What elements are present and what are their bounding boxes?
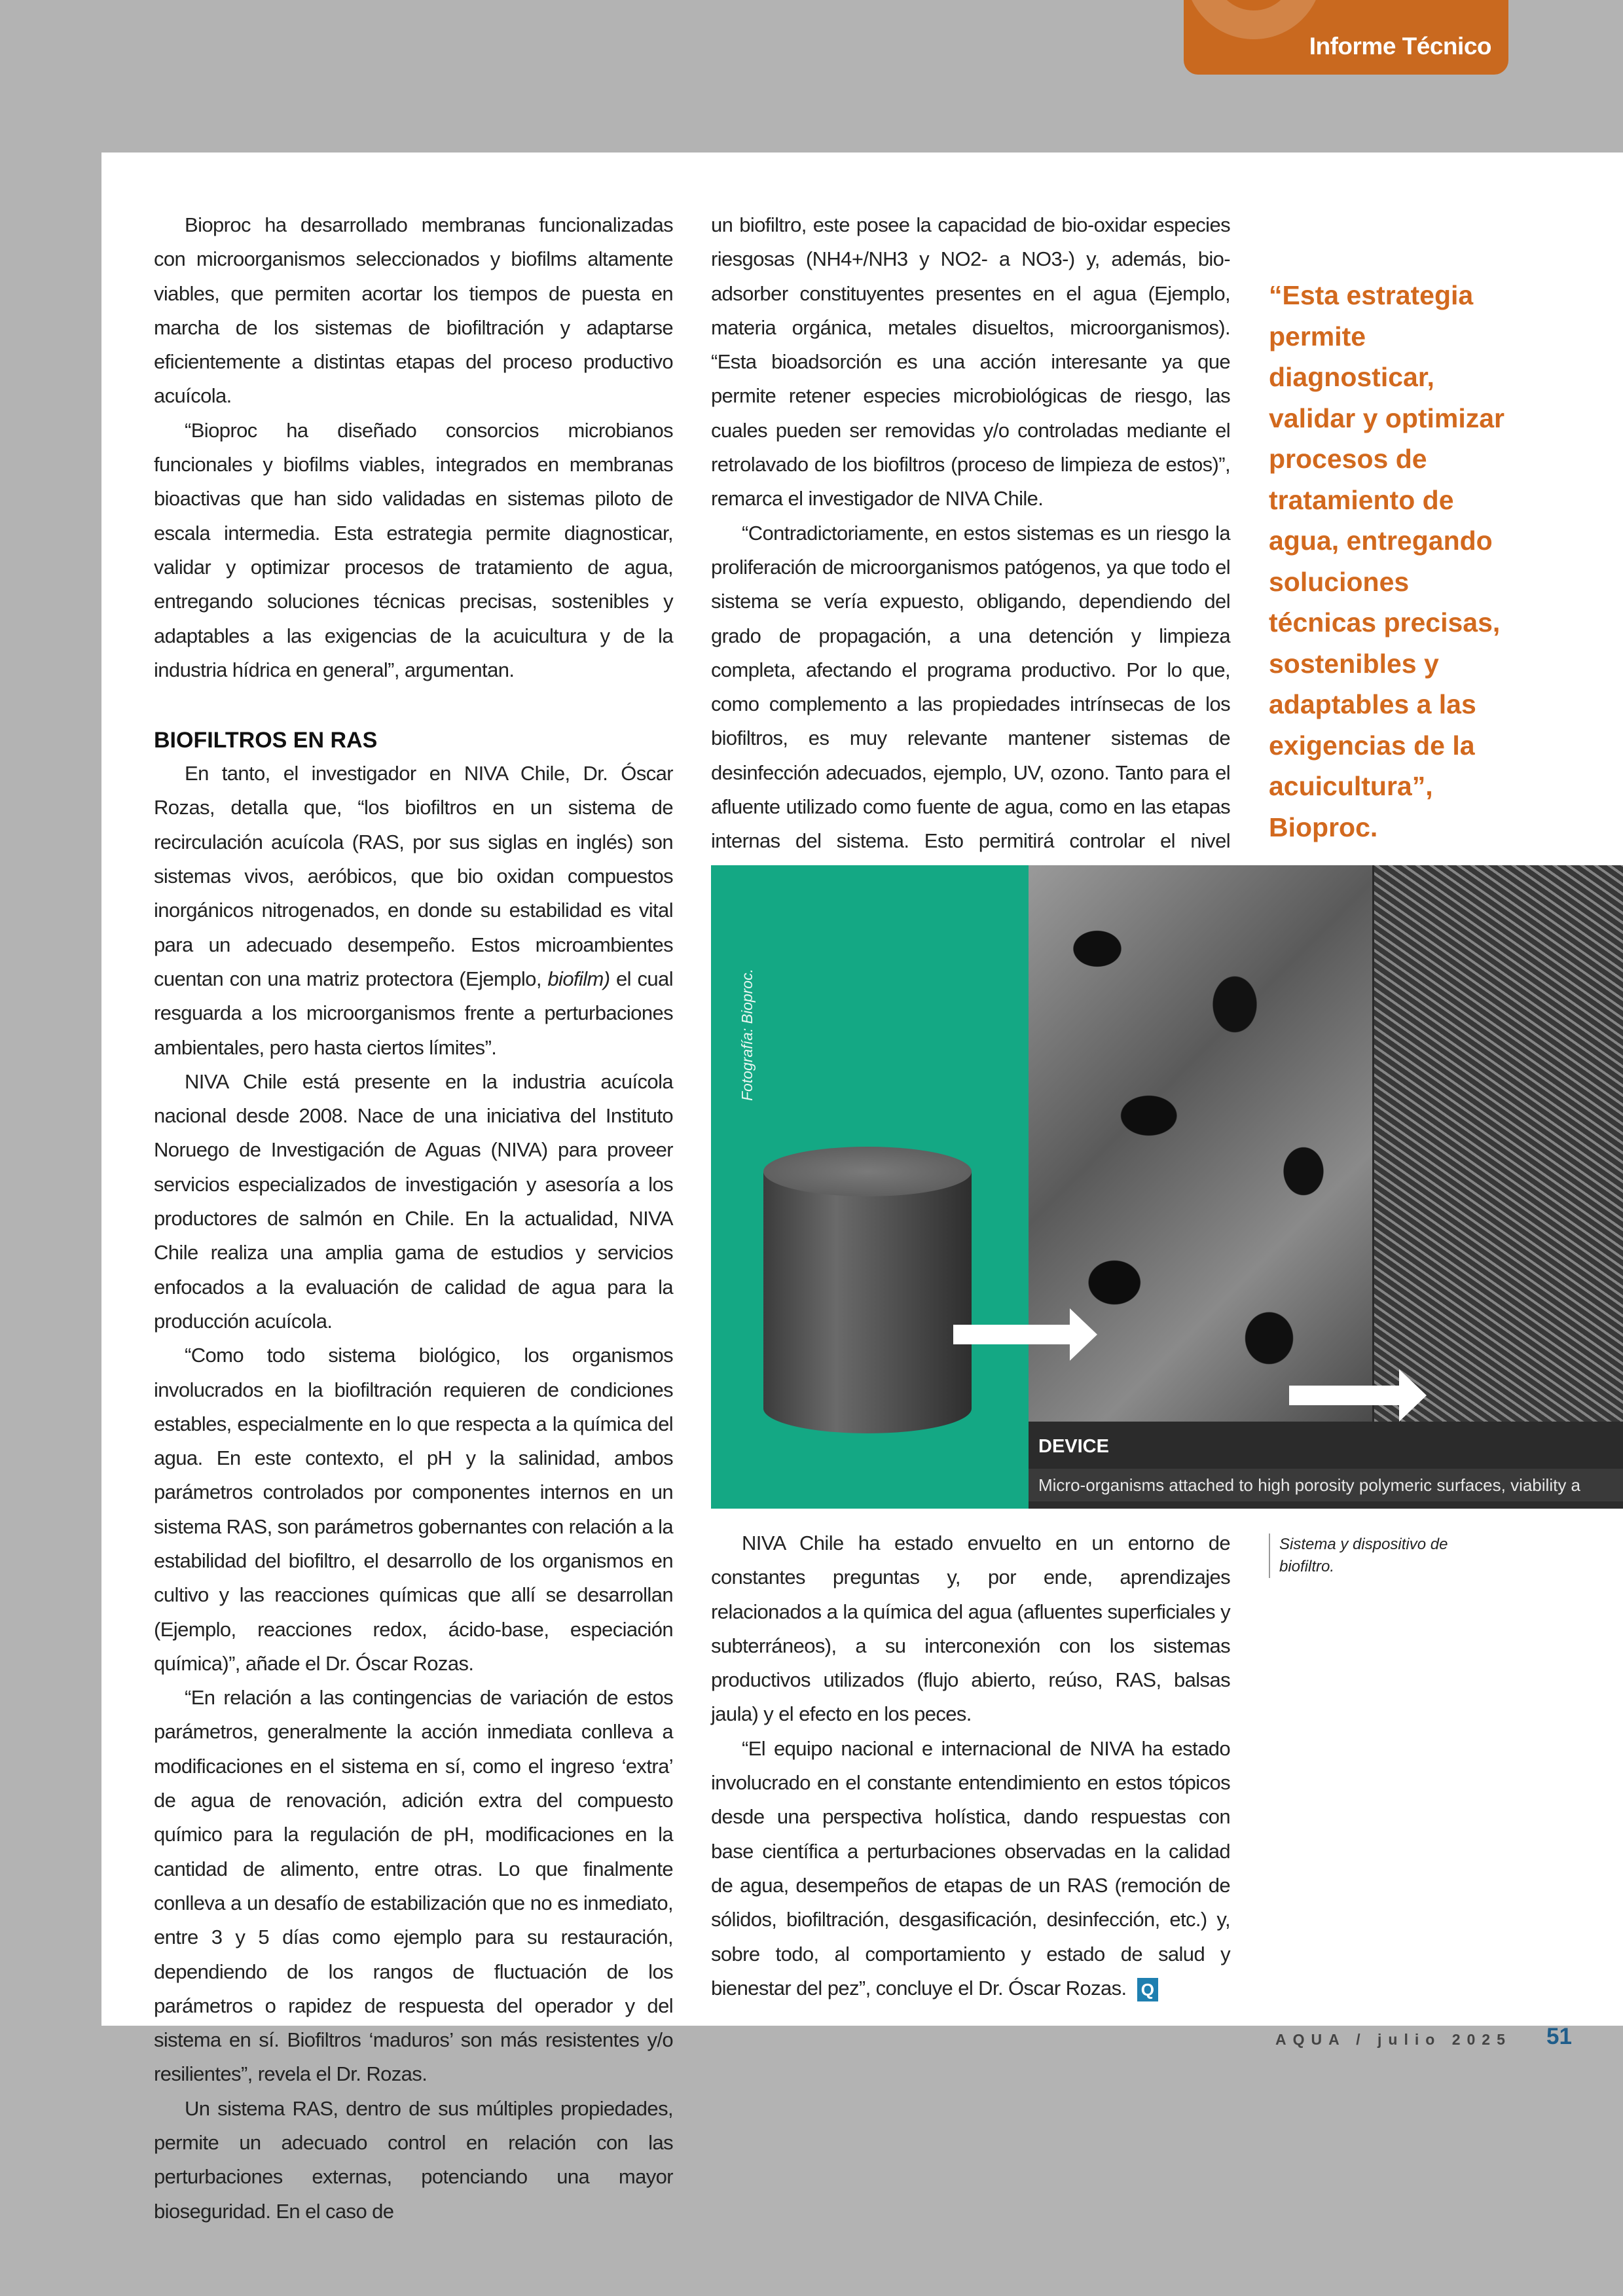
arrow-right-icon xyxy=(953,1325,1071,1344)
paragraph xyxy=(154,757,673,1065)
article-column-3 xyxy=(711,1526,1230,2005)
microorganism-image xyxy=(1374,865,1623,1422)
paragraph: “Bioproc ha diseñado consorcios microbianos funcionales y biofilms viables, integrados en membranas bioactivas que han sido validadas en sistemas piloto de escala intermedia. Esta estrategia permite diagnosticar, validar y optimizar procesos de tratamiento de agua, entregando soluciones técnicas precisas, sostenibles y adaptables a las exigencias de la acuicultura y de la industria hídrica en general”, argumentan. xyxy=(154,418,673,681)
photo-credit: Fotografía: Bioproc. xyxy=(739,969,756,1101)
paragraph: NIVA Chile está presente en la industria acuícola nacional desde 2008. Nace de una iniciativa del Instituto Noruego de Investigación de Aguas (NIVA) para proveer servicios especializados de investigación y asesoría a los productores de salmón en Chile. En la actualidad, NIVA Chile realiza una amplia gama de estudios y servicios enfocados a la evaluación de calidad de agua para la producción acuícola. xyxy=(154,1069,673,1333)
paragraph: NIVA Chile ha estado envuelto en un entorno de constantes preguntas y, por ende, aprendizajes relacionados a la química del agua (afluentes superficiales y subterráneos), a su interconexión con los sistemas productivos utilizados (flujo abierto, reúso, RAS, balsas jaula) y el efecto en los peces. xyxy=(711,1532,1230,1726)
article-column-1 xyxy=(154,208,673,2229)
paragraph-text: En tanto, el investigador en NIVA Chile, Dr. Óscar Rozas, detalla que, “los biofiltros en un sistema de recirculación acuícola (RAS, por sus siglas en inglés) son sistemas vivos, aeróbicos, que bio oxidan compuestos inorgánicos nitrogenados, en donde su estabilidad es vital para un adecuado desempeño. Estos microambientes cuentan con una matriz protectora (Ejemplo, xyxy=(154,762,673,990)
biofilter-figure xyxy=(711,865,1623,1509)
publication-name: AQUA / julio 2025 xyxy=(1275,2031,1512,2048)
paragraph: un biofiltro, este posee la capacidad de bio-oxidar especies riesgosas (NH4+/NH3 y NO2- a NO3-) y, además, bio-adsorber constituyentes presentes en el agua (Ejemplo, materia orgánica, metales disueltos, microorganismos). “Esta bioadsorción es una acción interesante ya que permite retener especies microbiológicas de riesgo, las cuales pueden ser removidas y/o controladas mediante el retrolavado de los biofiltros (proceso de limpieza de estos)”, remarca el investigador de NIVA Chile. xyxy=(711,213,1230,511)
paragraph: “Como todo sistema biológico, los organismos involucrados en la biofiltración requieren de condiciones estables, especialmente en lo que respecta a la química del agua. En este contexto, el pH y la salinidad, ambos parámetros controlados por componentes internos en un sistema RAS, son parámetros gobernantes con relación a la estabilidad del biofiltro, el desarrollo de los organismos en cultivo y las reacciones químicas que allí se desarrollan (Ejemplo, reacciones redox, ácido-base, especiación química)”, añade el Dr. Óscar Rozas. xyxy=(154,1344,673,1675)
section-label: Informe Técnico xyxy=(1309,33,1491,60)
biofilter-cylinder-icon xyxy=(763,1147,972,1454)
section-heading: BIOFILTROS EN RAS xyxy=(154,728,378,753)
paragraph: Un sistema RAS, dentro de sus múltiples propiedades, permite un adecuado control en relación con las perturbaciones externas, potenciando una mayor bioseguridad. En el caso de xyxy=(154,2096,673,2223)
page-number: 51 xyxy=(1546,2024,1572,2049)
end-mark-icon: Q xyxy=(1137,1978,1158,2001)
arrow-right-icon xyxy=(1289,1386,1400,1405)
paragraph-text: el cual resguarda a los microorganismos frente a perturbaciones ambientales, pero hasta ciertos límites”. xyxy=(154,967,673,1059)
section-tab xyxy=(1184,0,1508,75)
figure-subtitle: Micro-organisms attached to high porosity polymeric surfaces, viability a xyxy=(1029,1469,1623,1501)
cylinder-body xyxy=(763,1172,972,1433)
figure-caption: Sistema y dispositivo de biofiltro. xyxy=(1269,1534,1476,1578)
cylinder-top xyxy=(763,1147,972,1196)
paragraph: “En relación a las contingencias de variación de estos parámetros, generalmente la acción inmediata conlleva a modificaciones en el sistema en sí, como el ingreso ‘extra’ de agua de renovación, adición extra del compuesto químico para la regulación de pH, modificaciones en la cantidad de alimento, entre otras. Lo que finalmente conlleva a un desafío de estabilización que no es inmediato, entre 3 y 5 días como ejemplo para su restauración, dependiendo de los rangos de fluctuación de los parámetros o rapidez de respuesta del operador y del sistema en sí. Biofiltros ‘maduros’ son más resistentes y/o resilientes”, revela el Dr. Rozas. xyxy=(154,1686,673,2086)
paragraph-italic: biofilm) xyxy=(547,967,610,990)
pull-quote: “Esta estrategia permite diagnosticar, validar y optimizar procesos de tratamiento de agua, entregando soluciones técnicas precisas, sostenibles y adaptables a las exigencias de la acuicultura”, Bioproc. xyxy=(1269,280,1505,842)
paragraph xyxy=(711,1732,1230,2005)
article-column-2 xyxy=(711,208,1230,927)
paragraph-text: “El equipo nacional e internacional de NIVA ha estado involucrado en el constante entendimiento en estos tópicos desde una perspectiva holística, dando respuestas con base científica a perturbaciones observadas en la calidad de agua, desempeños de etapas de un RAS (remoción de sólidos, biofiltración, desgasificación, desinfección, etc.) y, sobre todo, al comportamiento y estado de salud y bienestar del pez”, concluye el Dr. Óscar Rozas. xyxy=(711,1736,1230,2000)
q-logo-icon xyxy=(1185,0,1322,39)
device-label: DEVICE xyxy=(1038,1436,1109,1457)
paragraph: Bioproc ha desarrollado membranas funcionalizadas con microorganismos seleccionados y biofilms altamente viables, que permiten acortar los tiempos de puesta en marcha de los sistemas de biofiltración y adaptarse eficientemente a distintas etapas del proceso productivo acuícola. xyxy=(154,213,673,408)
paragraph: “Contradictoriamente, en estos sistemas es un riesgo la proliferación de microorganismos patógenos, ya que todo el sistema se vería expuesto, obligando, dependiendo del grado de propagación, a una detención y limpieza completa, afectando el programa productivo. Por lo que, como complemento a las propiedades intrínsecas de los biofiltros, es muy relevante mantener sistemas de desinfección adecuados, ejemplo, UV, ozono. Tanto para el afluente utilizado como fuente de agua, como en las etapas internas del sistema. Esto permitirá controlar el nivel xyxy=(711,521,1230,853)
